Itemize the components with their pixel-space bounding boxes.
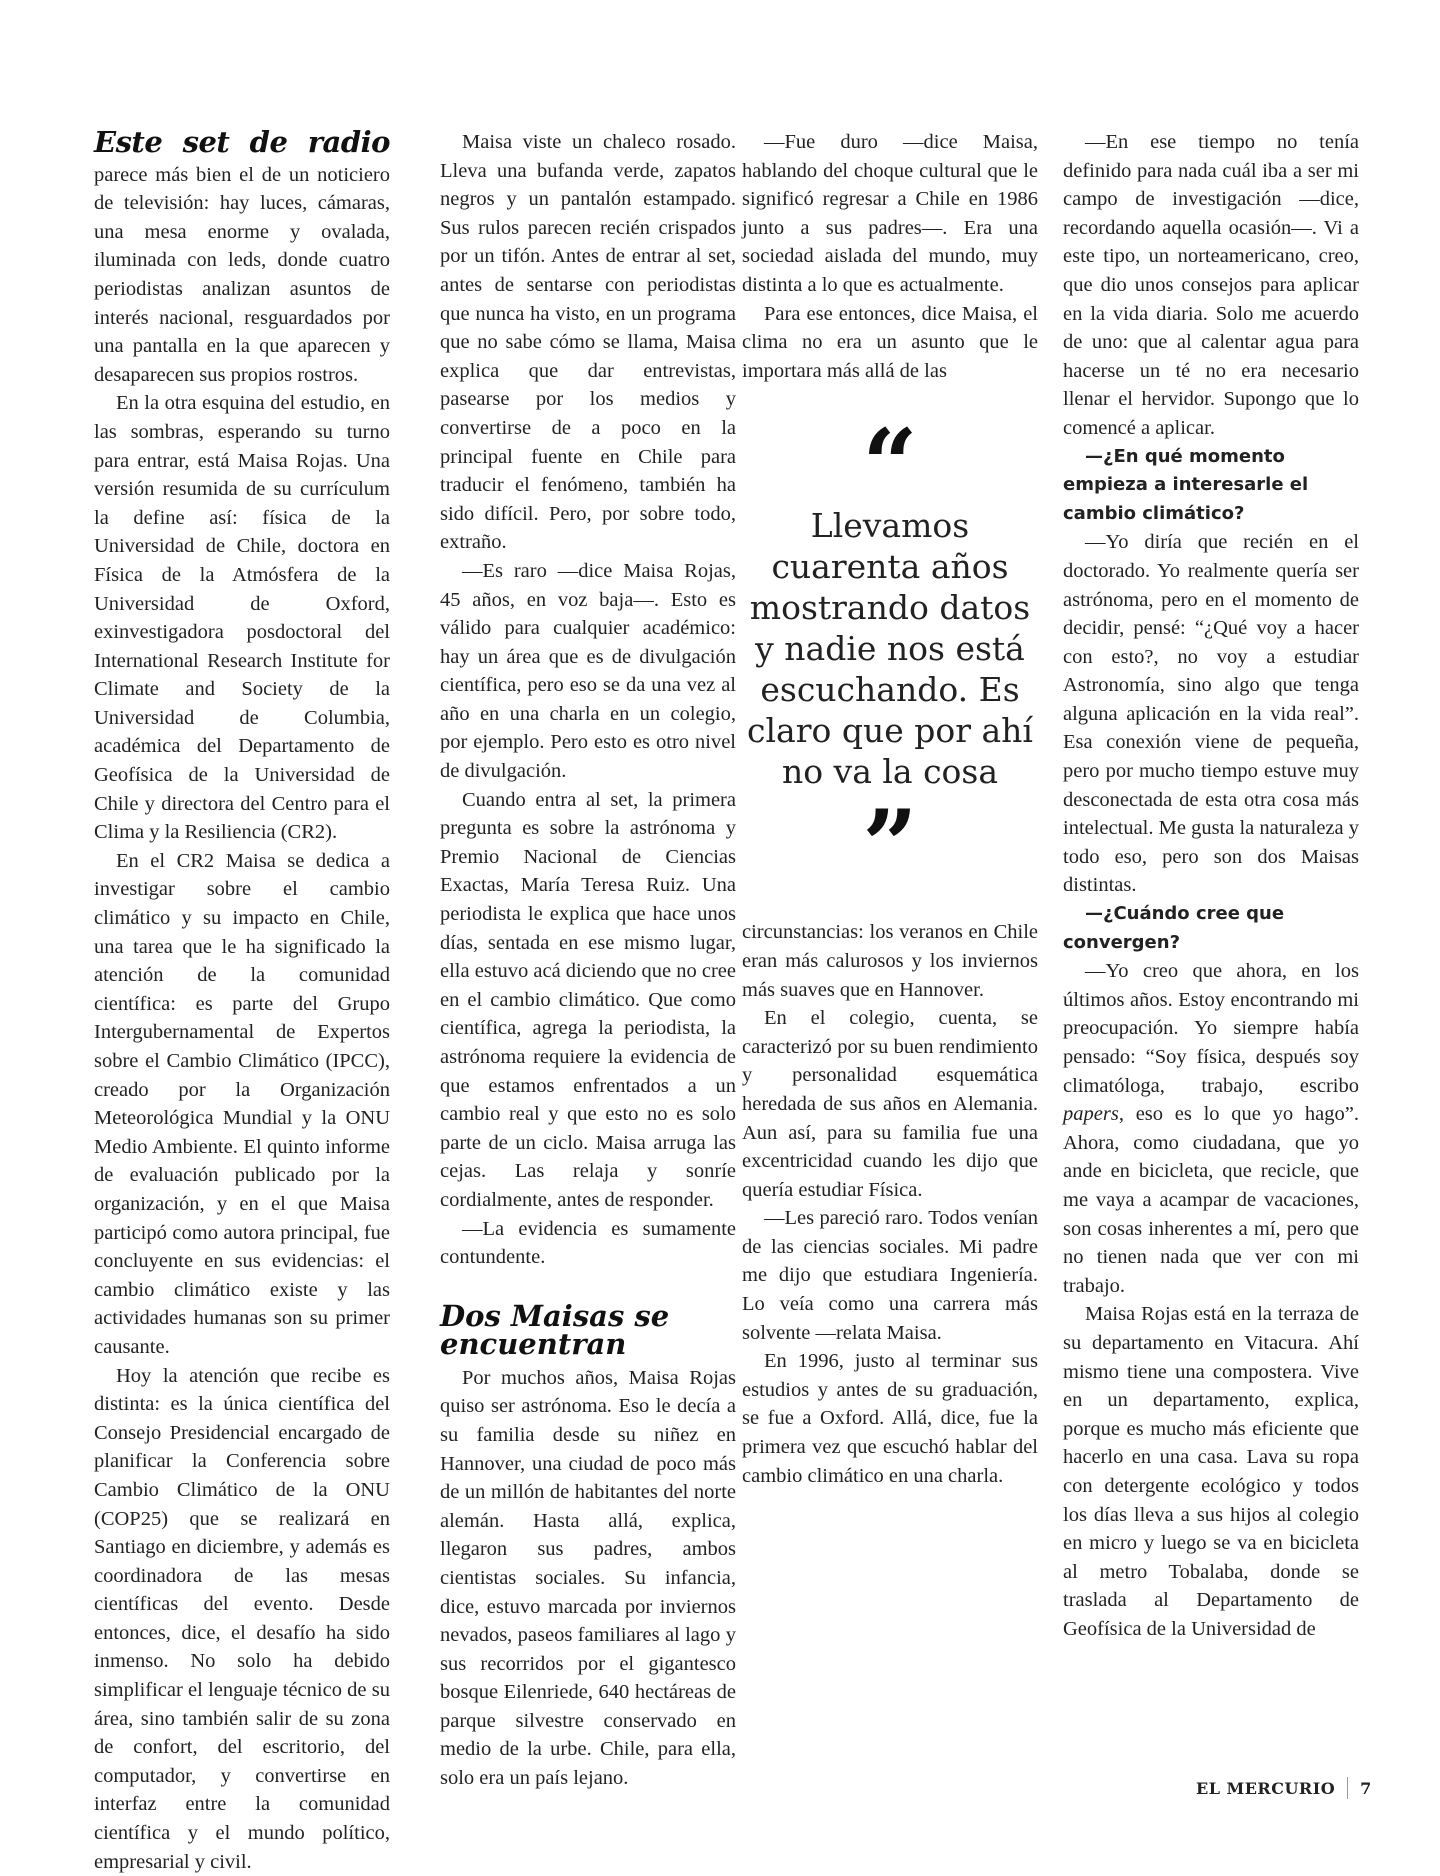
paragraph: —Les pareció raro. Todos venían de las ciencias sociales. Mi padre me dijo que estudiara Ingeniería. Lo veía como una carrera más solvente —relata Maisa. [742,1207,1038,1344]
close-quote-icon: ” [862,789,918,903]
paragraph: —La evidencia es sumamente contundente. [440,1217,736,1269]
paragraph: —Yo diría que recién en el doctorado. Yo realmente quería ser astrónoma, pero en el momento de decidir, pensé: “¿Qué voy a hacer con esto?, no voy a estudiar Astronomía, sino algo que tenga alguna aplicación en la vida real”. Esa conexión viene de pequeña, pero por mucho tiempo estuve muy desconectada de esta otra cosa más intelectual. Me gusta la naturaleza y todo eso, pero son dos Maisas distintas. [1063,531,1359,897]
paragraph: —En ese tiempo no tenía definido para nada cuál iba a ser mi campo de investigación —dice, recordando aquella ocasión—. Vi a este tipo, un norteamericano, creo, que dio unos consejos para aplicar en la vida diaria. Solo me acuerdo de uno: que al calentar agua para hacerse un té no era necesario llenar el hervidor. Supongo que lo comencé a aplicar. [1063,131,1359,439]
paragraph: Maisa viste un chaleco rosado. Lleva una bufanda verde, zapatos negros y un pantalón estampado. Sus rulos parecen recién crispados por un tifón. Antes de entrar al set, antes de sentarse con periodistas que nunca ha visto, en un programa que no sabe cómo se llama, Maisa explica que dar entrevistas, pasearse por los medios y convertirse de a poco en la principal fuente en Chile para traducir el fenómeno, también ha sido difícil. Pero, por sobre todo, extraño. [440,131,736,554]
paragraph: En el CR2 Maisa se dedica a investigar sobre el cambio climático y su impacto en Chile, una tarea que le ha significado la atención de la comunidad científica: es parte del Grupo Intergubernamental de Expertos sobre el Cambio Climático (IPCC), creado por la Organización Meteorológica Mundial y la ONU Medio Ambiente. El quinto informe de evaluación publicado por la organización, y en el que Maisa participó como autora principal, fue concluyente en sus evidencias: el cambio climático existe y las actividades humanas son su primer causante. [94,849,390,1358]
paragraph: Este set de radio parece más bien el de un noticiero de televisión: hay luces, cámaras, una mesa enorme y ovalada, iluminada con leds, donde cuatro periodistas analizan asuntos de interés nacional, resguardados por una pantalla en la que aparecen y desaparecen sus propios rostros. [94,125,390,386]
paragraph: Maisa Rojas está en la terraza de su departamento en Vitacura. Ahí mismo tiene una compostera. Vive en un departamento, explica, porque es mucho más eficiente que hacerlo en una casa. Lava su ropa con detergente ecológico y todos los días lleva a sus hijos al colegio en micro y luego se va en bicicleta al metro Tobalaba, donde se traslada al Departamento de Geofísica de la Universidad de [1063,1303,1359,1640]
pull-quote-text: Llevamos cuarenta años mostrando datos y nadie nos está escuchando. Es claro que por ahí no va la cosa [747,506,1033,792]
open-quote-icon: “ [862,408,918,522]
article-column-2 [440,128,736,1793]
paragraph: En 1996, justo al terminar sus estudios y antes de su graduación, se fue a Oxford. Allá, dice, fue la primera vez que escuchó hablar del cambio climático en una charla. [742,1350,1038,1487]
paragraph: En la otra esquina del estudio, en las sombras, esperando su turno para entrar, está Maisa Rojas. Una versión resumida de su currículum la define así: física de la Universidad de Chile, doctora en Física de la Atmósfera de la Universidad de Oxford, exinvestigadora posdoctoral del International Research Institute for Climate and Society de la Universidad de Columbia, académica del Departamento de Geofísica de la Universidad de Chile y directora del Centro para el Clima y la Resiliencia (CR2). [94,392,390,844]
footer-divider [1347,1777,1348,1799]
interview-question: —¿En qué momento empieza a interesarle el cambio climático? [1063,445,1309,524]
pull-quote [742,408,1038,903]
paragraph: En el colegio, cuenta, se caracterizó por su buen rendimiento y personalidad esquemática heredada de sus años en Alemania. Aun así, para su familia fue una excentricidad cuando les dijo que quería estudiar Física. [742,1007,1038,1201]
publication-name: EL MERCURIO [1196,1778,1336,1798]
paragraph: Hoy la atención que recibe es distinta: es la única científica del Consejo Presidencial encargado de planificar la Conferencia sobre Cambio Climático de la ONU (COP25) que se realizará en Santiago en diciembre, y además es coordinadora de las mesas científicas del evento. Desde entonces, dice, el desafío ha sido inmenso. No solo ha debido simplificar el lenguaje técnico de su área, sino también salir de su zona de confort, del escritorio, del computador, y convertirse en interfaz entre la comunidad científica y el mundo político, empresarial y civil. [94,1364,390,1873]
paragraph: Por muchos años, Maisa Rojas quiso ser astrónoma. Eso le decía a su familia desde su niñez en Hannover, una ciudad de poco más de un millón de habitantes del norte alemán. Hasta allá, explica, llegaron sus padres, ambos cientistas sociales. Su infancia, dice, estuvo marcada por inviernos nevados, paseos familiares al lago y sus recorridos por el gigantesco bosque Eilenriede, 640 hectáreas de parque silvestre conservado en medio de la urbe. Chile, para ella, solo era un país lejano. [440,1366,736,1790]
paragraph: —Fue duro —dice Maisa, hablando del choque cultural que le significó regresar a Chile en 1986 junto a sus padres—. Era una sociedad aislada del mundo, muy distinta a lo que es actualmente. [742,131,1038,296]
article-column-3 [742,128,1038,1490]
paragraph: —Yo creo que ahora, en los últimos años. Estoy encontrando mi preocupación. Yo siempre había pensado: “Soy física, después soy climatóloga, trabajo, escribo papers, eso es lo que yo hago”. Ahora, como ciudadana, que yo ande en bicicleta, que recicle, que me vaya a acampar de vacaciones, son cosas inherentes a mí, pero que no tienen nada que ver con mi trabajo. [1063,960,1359,1297]
page-footer [1196,1777,1372,1799]
section-subhead: Dos Maisas se encuentran [440,1298,670,1361]
article-column-4 [1063,128,1359,1643]
paragraph: circunstancias: los veranos en Chile eran más calurosos y los inviernos más suaves que en Hannover. [742,921,1038,1001]
paragraph: Para ese entonces, dice Maisa, el clima no era un asunto que le importara más allá de las [742,302,1038,382]
interview-question: —¿Cuándo cree que convergen? [1063,903,1285,953]
lead-in: Este set de radio [94,125,390,159]
paragraph: Cuando entra al set, la primera pregunta es sobre la astrónoma y Premio Nacional de Ciencias Exactas, María Teresa Ruiz. Una periodista le explica que hace unos días, sentada en ese mismo lugar, ella estuvo acá diciendo que no cree en el cambio climático. Que como científica, agrega la periodista, la astrónoma requiere la evidencia de que estamos enfrentados a un cambio real y que esto no es solo parte de un ciclo. Maisa arruga las cejas. Las relaja y sonríe cordialmente, antes de responder. [440,788,736,1211]
article-column-1 [94,125,390,1876]
page-number: 7 [1360,1778,1372,1798]
paragraph: —Es raro —dice Maisa Rojas, 45 años, en voz baja—. Esto es válido para cualquier académico: hay un área que es de divulgación científica, pero eso se da una vez al año en una charla en un colegio, por ejemplo. Pero esto es otro nivel de divulgación. [440,559,736,783]
